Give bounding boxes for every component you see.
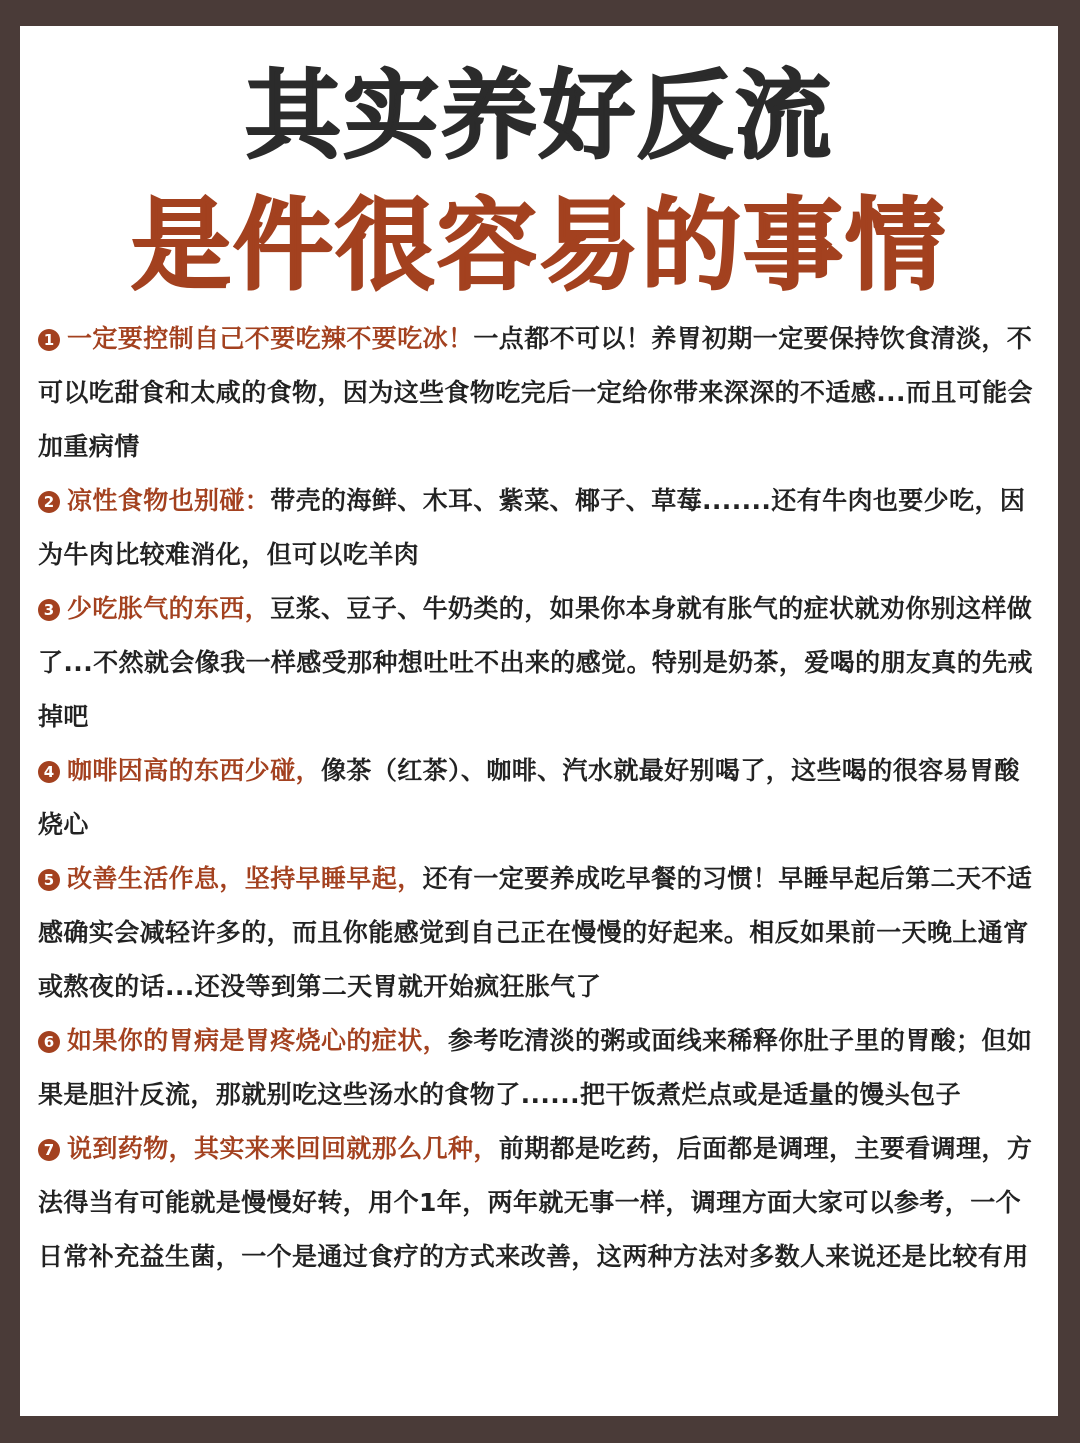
number-badge-icon: 4 — [38, 761, 60, 783]
tip-highlight: 改善生活作息，坚持早睡早起， — [67, 864, 423, 893]
tips-list — [38, 312, 1044, 1284]
title-line-1: 其实养好反流 — [245, 60, 833, 172]
tip-text: 还有一定要养成吃早餐的习惯！早睡早起后第二天不适感确实会减轻许多的，而且你能感觉到自己正在慢慢的好起来。相反如果前一天晚上通宵或熬夜的话...还没等到第二天胃就开始疯狂胀气了 — [38, 864, 1033, 1001]
title-line-2: 是件很容易的事情 — [131, 187, 947, 304]
tip-highlight: 说到药物，其实来来回回就那么几种， — [67, 1134, 499, 1163]
tip-item-7 — [38, 1122, 1044, 1284]
number-badge-icon: 3 — [38, 599, 60, 621]
number-badge-icon: 6 — [38, 1031, 60, 1053]
tip-highlight: 凉性食物也别碰： — [67, 486, 271, 515]
tip-item-4 — [38, 744, 1044, 852]
number-badge-icon: 1 — [38, 329, 60, 351]
tip-item-3 — [38, 582, 1044, 744]
tip-highlight: 咖啡因高的东西少碰， — [67, 756, 322, 785]
page-card — [20, 26, 1058, 1416]
tip-highlight: 一定要控制自己不要吃辣不要吃冰！ — [67, 324, 474, 353]
number-badge-icon: 5 — [38, 869, 60, 891]
tip-text: 参考吃清淡的粥或面线来稀释你肚子里的胃酸；但如果是胆汁反流，那就别吃这些汤水的食物了......把干饭煮烂点或是适量的馒头包子 — [38, 1026, 1033, 1109]
tip-item-1 — [38, 312, 1044, 474]
tip-text: 豆浆、豆子、牛奶类的，如果你本身就有胀气的症状就劝你别这样做了...不然就会像我一样感受那种想吐吐不出来的感觉。特别是奶茶，爱喝的朋友真的先戒掉吧 — [38, 594, 1033, 731]
tip-item-2 — [38, 474, 1044, 582]
number-badge-icon: 7 — [38, 1139, 60, 1161]
tip-item-5 — [38, 852, 1044, 1014]
tip-highlight: 如果你的胃病是胃疼烧心的症状， — [67, 1026, 449, 1055]
tip-text: 带壳的海鲜、木耳、紫菜、椰子、草莓.......还有牛肉也要少吃，因为牛肉比较难消化，但可以吃羊肉 — [38, 486, 1026, 569]
tip-text: 前期都是吃药，后面都是调理，主要看调理，方法得当有可能就是慢慢好转，用个1年，两年就无事一样，调理方面大家可以参考，一个日常补充益生菌，一个是通过食疗的方式来改善，这两种方法对多数人来说还是比较有用 — [38, 1134, 1033, 1271]
tip-text: 像茶（红茶）、咖啡、汽水就最好别喝了，这些喝的很容易胃酸烧心 — [38, 756, 1020, 839]
tip-text: 一点都不可以！养胃初期一定要保持饮食清淡，不可以吃甜食和太咸的食物，因为这些食物吃完后一定给你带来深深的不适感...而且可能会加重病情 — [38, 324, 1033, 461]
tip-highlight: 少吃胀气的东西， — [67, 594, 271, 623]
tip-item-6 — [38, 1014, 1044, 1122]
number-badge-icon: 2 — [38, 491, 60, 513]
